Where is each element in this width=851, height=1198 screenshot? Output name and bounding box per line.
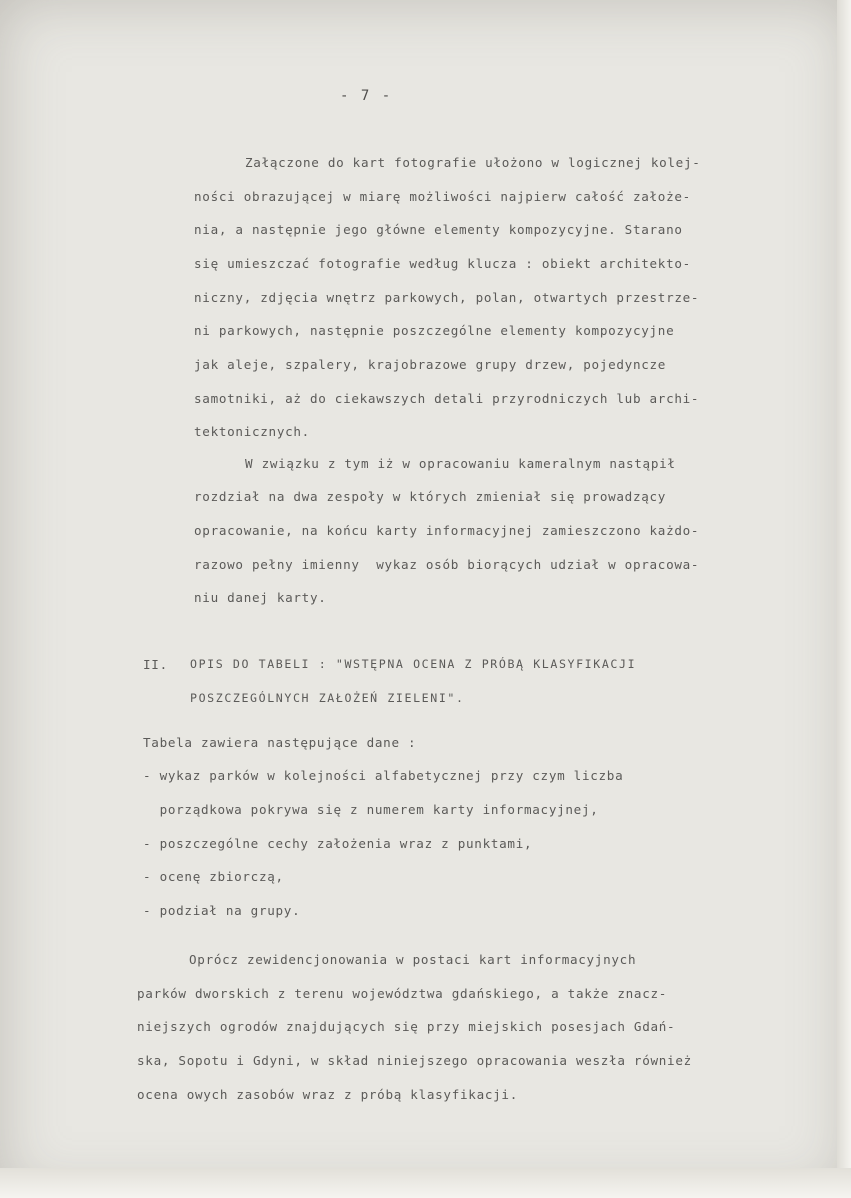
para3-line-3: niejszych ogrodów znajdujących się przy miejskich posesjach Gdań- <box>137 1019 676 1034</box>
page-number: - 7 - <box>340 88 393 104</box>
para1-line-8: samotniki, aż do ciekawszych detali przyrodniczych lub archi- <box>194 391 700 406</box>
para1-line-4: się umieszczać fotografie według klucza : obiekt architekto- <box>194 256 691 271</box>
para1-line-6: ni parkowych, następnie poszczególne elementy kompozycyjne <box>194 323 675 338</box>
para3-line-5: ocena owych zasobów wraz z próbą klasyfikacji. <box>137 1087 518 1102</box>
list-item-1: - wykaz parków w kolejności alfabetycznej przy czym liczba <box>143 768 624 783</box>
table-intro: Tabela zawiera następujące dane : <box>143 735 417 750</box>
list-item-4: - podział na grupy. <box>143 903 301 918</box>
list-item-1-continued: porządkowa pokrywa się z numerem karty informacyjnej, <box>143 802 599 817</box>
para1-line-3: nia, a następnie jego główne elementy kompozycyjne. Starano <box>194 222 683 237</box>
para2-line-4: razowo pełny imienny wykaz osób biorących udział w opracowa- <box>194 557 700 572</box>
para2-line-1: W związku z tym iż w opracowaniu kameralnym nastąpił <box>245 456 676 471</box>
para2-line-2: rozdział na dwa zespoły w których zmieniał się prowadzący <box>194 489 667 504</box>
para2-line-5: niu danej karty. <box>194 590 327 605</box>
section-title-line-2: POSZCZEGÓLNYCH ZAŁOŻEŃ ZIELENI". <box>190 691 465 705</box>
list-item-3: - ocenę zbiorczą, <box>143 869 284 884</box>
section-title-line-1: OPIS DO TABELI : "WSTĘPNA OCENA Z PRÓBĄ KLASYFIKACJI <box>190 657 637 671</box>
section-number: II. <box>143 657 168 672</box>
para1-line-9: tektonicznych. <box>194 424 310 439</box>
page-edge-right <box>837 0 851 1198</box>
para1-line-7: jak aleje, szpalery, krajobrazowe grupy drzew, pojedyncze <box>194 357 667 372</box>
page-edge-bottom <box>0 1168 851 1198</box>
para3-line-2: parków dworskich z terenu województwa gdańskiego, a także znacz- <box>137 986 668 1001</box>
para1-line-5: niczny, zdjęcia wnętrz parkowych, polan, otwartych przestrze- <box>194 290 700 305</box>
para3-line-4: ska, Sopotu i Gdyni, w skład niniejszego opracowania weszła również <box>137 1053 692 1068</box>
para3-line-1: Oprócz zewidencjonowania w postaci kart informacyjnych <box>189 952 637 967</box>
para1-line-2: ności obrazującej w miarę możliwości najpierw całość założe- <box>194 189 691 204</box>
para1-line-1: Załączone do kart fotografie ułożono w logicznej kolej- <box>245 155 701 170</box>
list-item-2: - poszczególne cechy założenia wraz z punktami, <box>143 836 533 851</box>
para2-line-3: opracowanie, na końcu karty informacyjnej zamieszczono każdo- <box>194 523 700 538</box>
